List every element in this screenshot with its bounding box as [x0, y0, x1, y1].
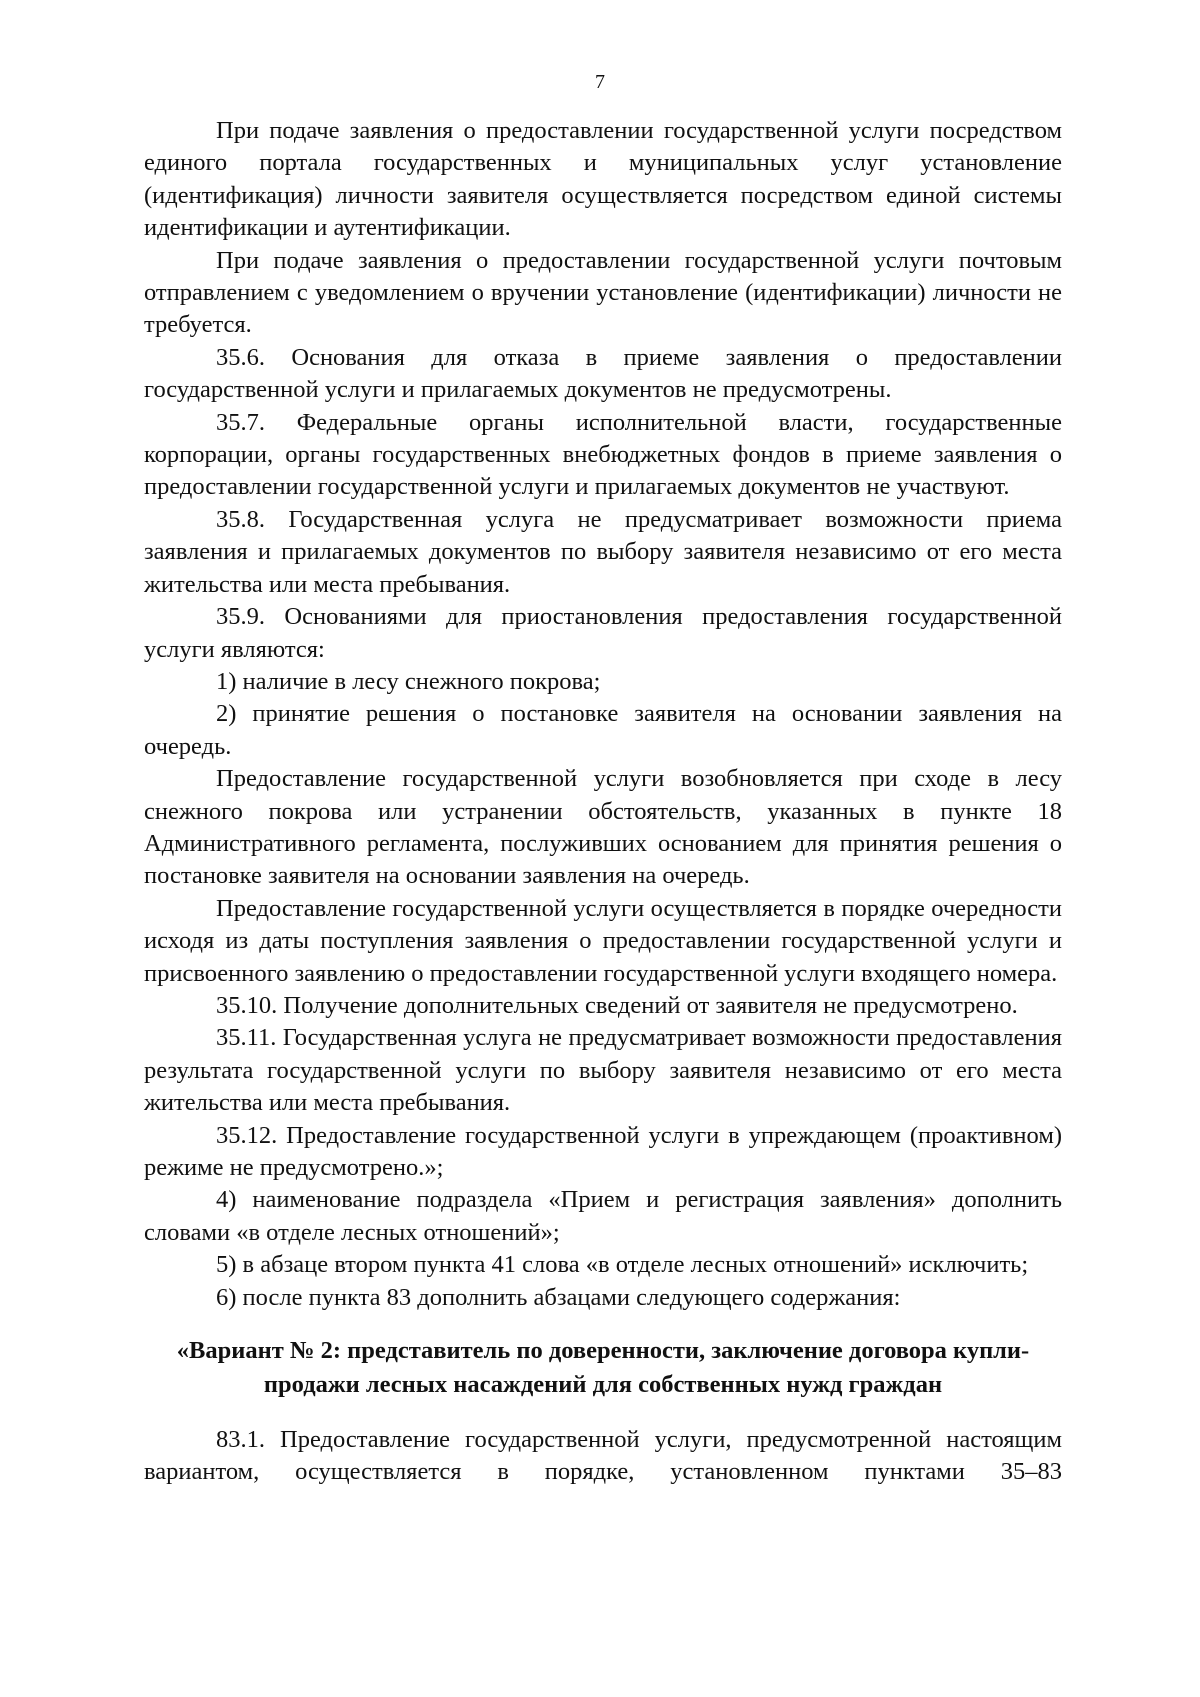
paragraph-35-9: 35.9. Основаниями для приостановления предоставления государственной услуги являются: — [144, 603, 1062, 663]
paragraph-resumption: Предоставление государственной услуги возобновляется при сходе в лесу снежного покрова или устранении обстоятельств, указанных в пункте 18 Административного регламента, послуживших основанием для принятия решения о постановке заявителя на основании заявления на очередь. — [144, 765, 1062, 890]
amendment-item-4: 4) наименование подраздела «Прием и регистрация заявления» дополнить словами «в отделе лесных отношений»; — [144, 1186, 1062, 1246]
paragraph-35-11: 35.11. Государственная услуга не предусматривает возможности предоставления результата государственной услуги по выбору заявителя независимо от его места жительства или места пребывания. — [144, 1024, 1062, 1117]
list-item-1: 1) наличие в лесу снежного покрова; — [216, 667, 601, 695]
paragraph-35-8: 35.8. Государственная услуга не предусматривает возможности приема заявления и прилагаемых документов по выбору заявителя независимо от его места жительства или места пребывания. — [144, 505, 1062, 598]
paragraph-35-12: 35.12. Предоставление государственной услуги в упреждающем (проактивном) режиме не предусмотрено.»; — [144, 1121, 1062, 1181]
paragraph-83-1: 83.1. Предоставление государственной услуги, предусмотренной настоящим вариантом, осуществляется в порядке, установленном пунктами 35–83 — [144, 1426, 1062, 1486]
page-number: 7 — [595, 71, 605, 93]
paragraph-postal-identification: При подаче заявления о предоставлении государственной услуги почтовым отправлением с уведомлением о вручении установление (идентификации) личности не требуется. — [144, 246, 1062, 339]
section-heading-variant-2: «Вариант № 2: представитель по доверенности, заключение договора купли-продажи лесных насаждений для собственных нужд граждан — [176, 1337, 1030, 1399]
paragraph-epgu-identification: При подаче заявления о предоставлении государственной услуги посредством единого портала государственных и муниципальных услуг установление (идентификация) личности заявителя осуществляется посредством единой системы идентификации и аутентификации. — [144, 117, 1062, 242]
amendment-item-6: 6) после пункта 83 дополнить абзацами следующего содержания: — [216, 1283, 901, 1311]
paragraph-35-6: 35.6. Основания для отказа в приеме заявления о предоставлении государственной услуги и прилагаемых документов не предусмотрены. — [144, 343, 1062, 404]
list-item-2: 2) принятие решения о постановке заявителя на основании заявления на очередь. — [144, 700, 1062, 760]
paragraph-35-10: 35.10. Получение дополнительных сведений от заявителя не предусмотрено. — [216, 991, 1018, 1019]
paragraph-queue-order: Предоставление государственной услуги осуществляется в порядке очередности исходя из даты поступления заявления о предоставлении государственной услуги и присвоенного заявлению о предоставлении государственной услуги входящего номера. — [144, 894, 1062, 987]
paragraph-35-7: 35.7. Федеральные органы исполнительной власти, государственные корпорации, органы государственных внебюджетных фондов в приеме заявления о предоставлении государственной услуги и прилагаемых документов не участвуют. — [144, 408, 1062, 501]
amendment-item-5: 5) в абзаце втором пункта 41 слова «в отделе лесных отношений» исключить; — [216, 1251, 1029, 1279]
document-body — [144, 115, 1062, 1489]
